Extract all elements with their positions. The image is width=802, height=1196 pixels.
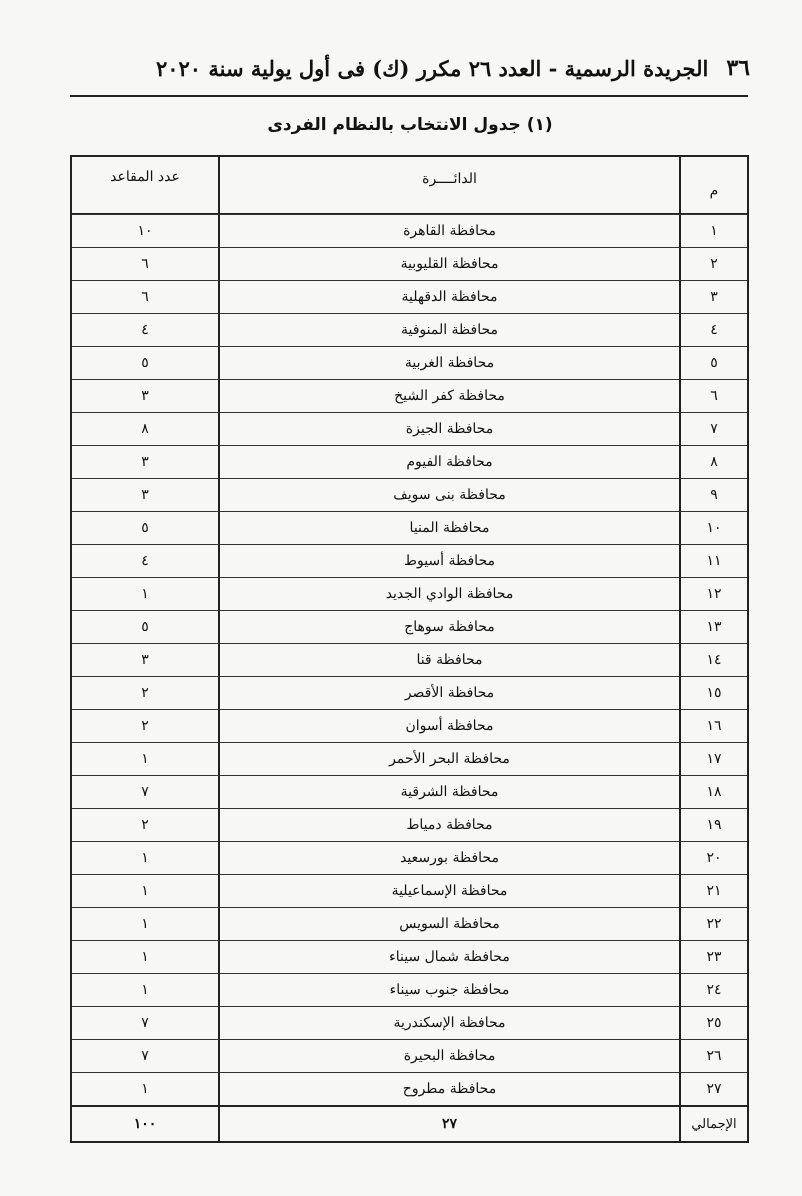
table-row: [72, 709, 747, 742]
district-name: محافظة البحيرة: [218, 1040, 679, 1072]
row-number: ١٥: [679, 677, 747, 709]
row-number: ٢٠: [679, 842, 747, 874]
table-row: [72, 907, 747, 940]
row-number: ٢٥: [679, 1007, 747, 1039]
table-row: [72, 1072, 747, 1105]
seat-count: ٤: [141, 322, 149, 338]
row-number: ٢٦: [679, 1040, 747, 1072]
seat-count: ٢: [141, 718, 149, 734]
table-row: [72, 940, 747, 973]
table-row: [72, 379, 747, 412]
district-name: محافظة الشرقية: [218, 776, 679, 808]
district-name: محافظة بنى سويف: [218, 479, 679, 511]
table-row: [72, 1006, 747, 1039]
table-row: [72, 214, 747, 247]
district-name: محافظة أسوان: [218, 710, 679, 742]
seat-count: ١٠: [137, 223, 153, 239]
district-name: محافظة الوادي الجديد: [218, 578, 679, 610]
district-name: محافظة بورسعيد: [218, 842, 679, 874]
seat-count: ٨: [141, 421, 149, 437]
row-number: ٨: [679, 446, 747, 478]
table-row: [72, 280, 747, 313]
page-header: [70, 48, 750, 88]
row-number: ٢: [679, 248, 747, 280]
seat-count: ٣: [141, 487, 149, 503]
table-row: [72, 313, 747, 346]
seat-count: ١: [141, 751, 149, 767]
district-name: محافظة قنا: [218, 644, 679, 676]
seat-count: ٢: [141, 685, 149, 701]
table-row: [72, 478, 747, 511]
seat-count: ١: [141, 982, 149, 998]
district-name: محافظة مطروح: [218, 1073, 679, 1105]
table-row: [72, 610, 747, 643]
table-title: (١) جدول الانتخاب بالنظام الفردى: [267, 115, 553, 135]
district-name: محافظة القاهرة: [218, 215, 679, 247]
table-body: [72, 214, 747, 1105]
row-number: ٢٤: [679, 974, 747, 1006]
table-row: [72, 412, 747, 445]
row-number: ٧: [679, 413, 747, 445]
row-number: ١: [679, 215, 747, 247]
district-name: محافظة أسيوط: [218, 545, 679, 577]
district-name: محافظة الجيزة: [218, 413, 679, 445]
row-number: ١٢: [679, 578, 747, 610]
table-row: [72, 643, 747, 676]
total-label: الإجمالي: [679, 1107, 747, 1141]
row-number: ٦: [679, 380, 747, 412]
row-number: ٤: [679, 314, 747, 346]
seat-count: ٥: [141, 520, 149, 536]
seat-count: ٢: [141, 817, 149, 833]
row-number: ٢٢: [679, 908, 747, 940]
seat-count: ٧: [141, 1048, 149, 1064]
table-total-row: [72, 1105, 747, 1141]
seat-count: ١: [141, 850, 149, 866]
district-name: محافظة الفيوم: [218, 446, 679, 478]
seat-count: ١: [141, 1081, 149, 1097]
total-seats: ١٠٠: [133, 1116, 157, 1132]
seat-count: ١: [141, 916, 149, 932]
seat-count: ٣: [141, 454, 149, 470]
seat-count: ٧: [141, 1015, 149, 1031]
header-divider: [70, 95, 748, 97]
row-number: ١٤: [679, 644, 747, 676]
table-row: [72, 808, 747, 841]
seat-count: ١: [141, 949, 149, 965]
row-number: ٩: [679, 479, 747, 511]
row-number: ١١: [679, 545, 747, 577]
row-number: ١٠: [679, 512, 747, 544]
table-row: [72, 841, 747, 874]
table-row: [72, 1039, 747, 1072]
table-row: [72, 511, 747, 544]
seat-count: ٥: [141, 355, 149, 371]
table-row: [72, 676, 747, 709]
seat-count: ١: [141, 883, 149, 899]
district-name: محافظة شمال سيناء: [218, 941, 679, 973]
row-number: ٢٣: [679, 941, 747, 973]
column-header-num: م: [679, 157, 747, 213]
table-row: [72, 742, 747, 775]
district-name: محافظة دمياط: [218, 809, 679, 841]
table-row: [72, 874, 747, 907]
table-row: [72, 544, 747, 577]
table-row: [72, 346, 747, 379]
row-number: ١٣: [679, 611, 747, 643]
district-name: محافظة سوهاج: [218, 611, 679, 643]
row-number: ١٨: [679, 776, 747, 808]
total-district-count: ٢٧: [218, 1107, 679, 1141]
table-row: [72, 445, 747, 478]
district-name: محافظة كفر الشيخ: [218, 380, 679, 412]
seat-count: ٧: [141, 784, 149, 800]
election-table: [70, 155, 749, 1143]
district-name: محافظة الأقصر: [218, 677, 679, 709]
district-name: محافظة المنيا: [218, 512, 679, 544]
row-number: ١٦: [679, 710, 747, 742]
seat-count: ١: [141, 586, 149, 602]
district-name: محافظة الغربية: [218, 347, 679, 379]
table-row: [72, 577, 747, 610]
district-name: محافظة الدقهلية: [218, 281, 679, 313]
district-name: محافظة الإسكندرية: [218, 1007, 679, 1039]
district-name: محافظة المنوفية: [218, 314, 679, 346]
seat-count: ٣: [141, 652, 149, 668]
seat-count: ٤: [141, 553, 149, 569]
row-number: ١٧: [679, 743, 747, 775]
district-name: محافظة السويس: [218, 908, 679, 940]
page-number: ٣٦: [726, 55, 750, 81]
table-header-row: [72, 157, 747, 214]
district-name: محافظة القليوبية: [218, 248, 679, 280]
seat-count: ٣: [141, 388, 149, 404]
column-header-seats: عدد المقاعد: [110, 169, 180, 185]
seat-count: ٥: [141, 619, 149, 635]
district-name: محافظة جنوب سيناء: [218, 974, 679, 1006]
row-number: ٣: [679, 281, 747, 313]
table-row: [72, 247, 747, 280]
seat-count: ٦: [141, 289, 149, 305]
seat-count: ٦: [141, 256, 149, 272]
row-number: ١٩: [679, 809, 747, 841]
table-row: [72, 775, 747, 808]
district-name: محافظة البحر الأحمر: [218, 743, 679, 775]
gazette-title: الجريدة الرسمية - العدد ٢٦ مكرر (ك) فى أول يولية سنة ٢٠٢٠: [155, 55, 709, 81]
row-number: ٥: [679, 347, 747, 379]
row-number: ٢١: [679, 875, 747, 907]
district-name: محافظة الإسماعيلية: [218, 875, 679, 907]
table-row: [72, 973, 747, 1006]
column-header-district: الدائــــرة: [218, 157, 679, 213]
row-number: ٢٧: [679, 1073, 747, 1105]
